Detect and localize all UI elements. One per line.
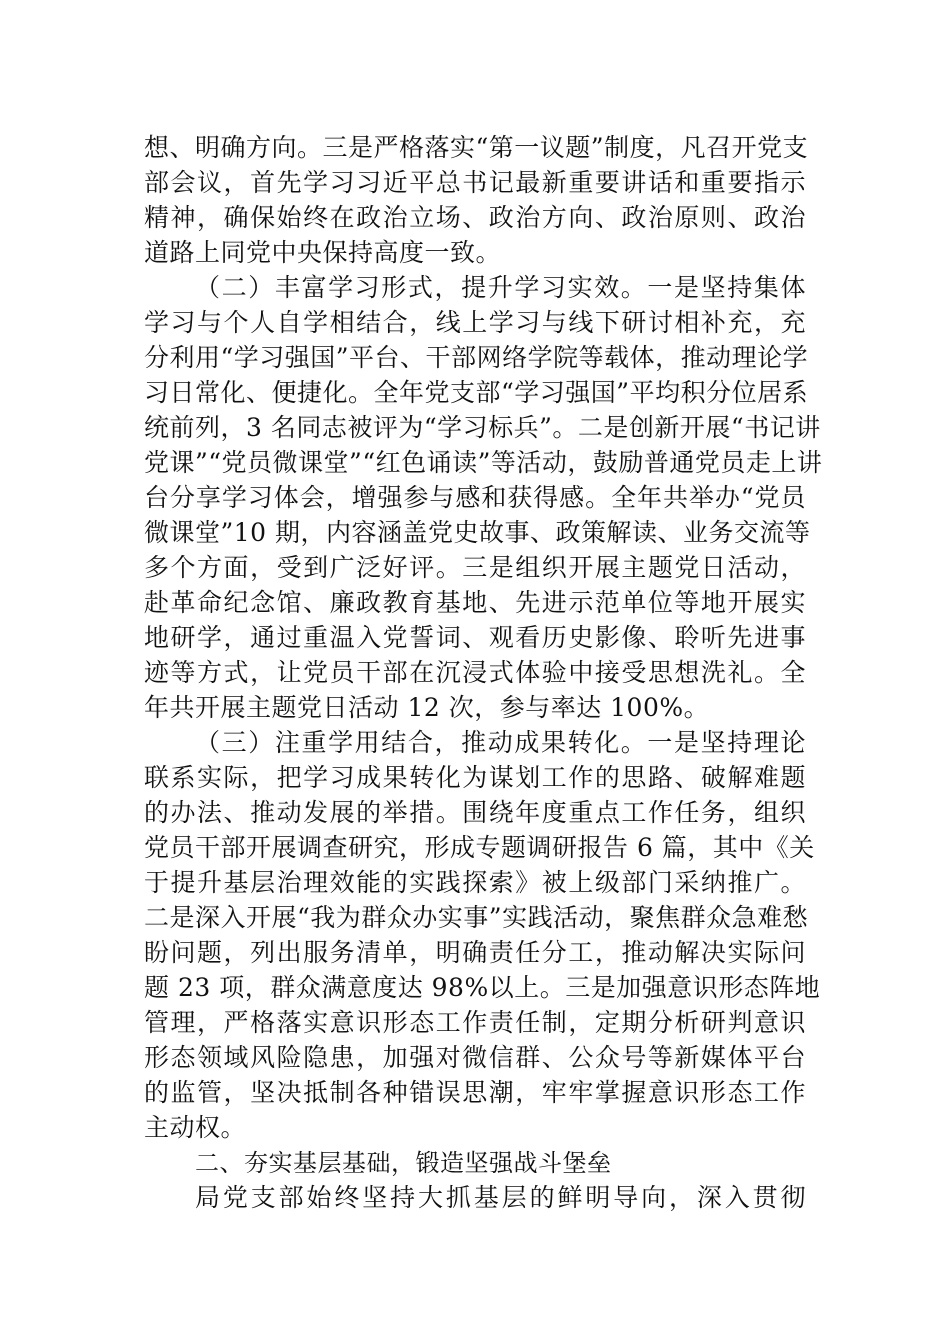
text-line: 主动权。 (144, 1113, 247, 1142)
text-line: 部会议，首先学习习近平总书记最新重要讲话和重要指示 (144, 168, 806, 197)
text-line: 多个方面，受到广泛好评。三是组织开展主题党日活动， (144, 553, 806, 582)
section-heading-2: （二）丰富学习形式，提升学习实效。一是坚持集体 (195, 273, 806, 302)
text-line: 党课”“党员微课堂”“红色诵读”等活动，鼓励普通党员走上讲 (144, 448, 823, 477)
text-line: 局党支部始终坚持大抓基层的鲜明导向，深入贯彻 (195, 1183, 806, 1212)
text-line: 题 23 项，群众满意度达 98%以上。三是加强意识形态阵地 (144, 973, 821, 1002)
text-line: 于提升基层治理效能的实践探索》被上级部门采纳推广。 (144, 868, 806, 897)
text-line: 赴革命纪念馆、廉政教育基地、先进示范单位等地开展实 (144, 588, 806, 617)
text-line: 的办法、推动发展的举措。围绕年度重点工作任务，组织 (144, 798, 806, 827)
text-line: 台分享学习体会，增强参与感和获得感。全年共举办“党员 (144, 483, 806, 512)
text-line: 盼问题，列出服务清单，明确责任分工，推动解决实际问 (144, 938, 806, 967)
text-line: 年共开展主题党日活动 12 次，参与率达 100%。 (144, 693, 710, 722)
text-line: 学习与个人自学相结合，线上学习与线下研讨相补充，充 (144, 308, 806, 337)
text-line: 党员干部开展调查研究，形成专题调研报告 6 篇，其中《关 (144, 833, 815, 862)
text-line: 形态领域风险隐患，加强对微信群、公众号等新媒体平台 (144, 1043, 806, 1072)
text-line: 道路上同党中央保持高度一致。 (144, 238, 502, 267)
text-line: 想、明确方向。三是严格落实“第一议题”制度，凡召开党支 (144, 133, 809, 162)
chapter-heading: 二、夯实基层基础，锻造坚强战斗堡垒 (195, 1149, 612, 1177)
text-line: 联系实际，把学习成果转化为谋划工作的思路、破解难题 (144, 763, 806, 792)
section-heading-3: （三）注重学用结合，推动成果转化。一是坚持理论 (195, 728, 806, 757)
text-line: 的监管，坚决抵制各种错误思潮，牢牢掌握意识形态工作 (144, 1078, 806, 1107)
text-line: 统前列，3 名同志被评为“学习标兵”。二是创新开展“书记讲 (144, 413, 821, 442)
text-line: 管理，严格落实意识形态工作责任制，定期分析研判意识 (144, 1008, 806, 1037)
text-line: 迹等方式，让党员干部在沉浸式体验中接受思想洗礼。全 (144, 658, 806, 687)
text-line: 习日常化、便捷化。全年党支部“学习强国”平均积分位居系 (144, 378, 809, 407)
text-line: 微课堂”10 期，内容涵盖党史故事、政策解读、业务交流等 (144, 518, 811, 547)
text-line: 精神，确保始终在政治立场、政治方向、政治原则、政治 (144, 203, 806, 232)
text-line: 二是深入开展“我为群众办实事”实践活动，聚焦群众急难愁 (144, 903, 809, 932)
text-line: 分利用“学习强国”平台、干部网络学院等载体，推动理论学 (144, 343, 809, 372)
text-line: 地研学，通过重温入党誓词、观看历史影像、聆听先进事 (144, 623, 806, 652)
